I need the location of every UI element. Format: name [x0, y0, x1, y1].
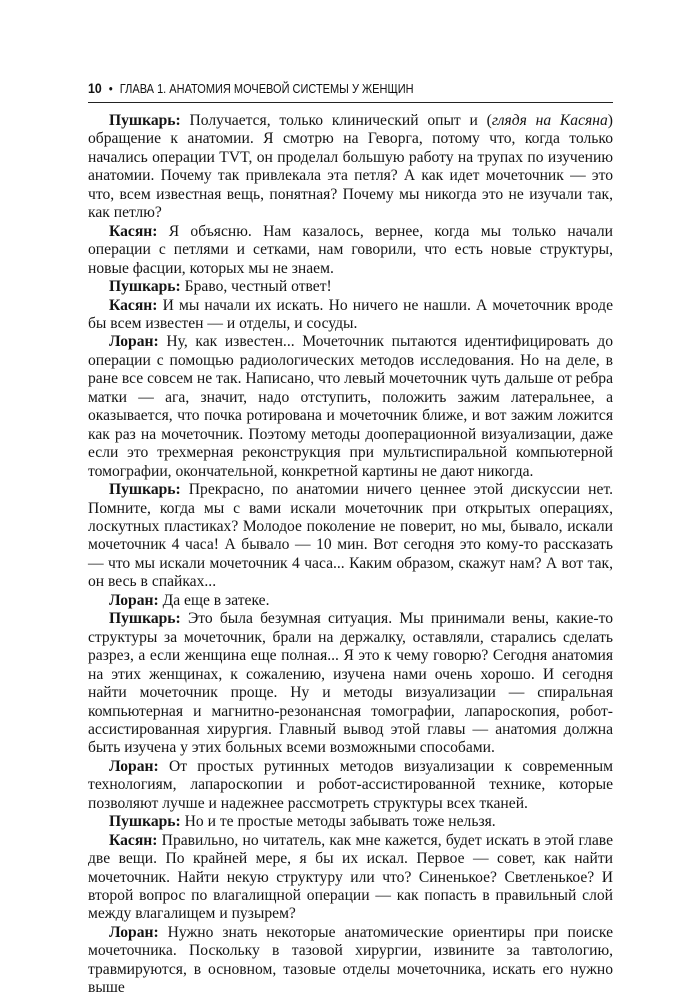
paragraph: Пушкарь: Но и те простые методы забывать тоже нельзя.: [109, 813, 496, 831]
paragraph: Лоран: Да еще в затеке.: [109, 591, 270, 609]
speaker-name: Пушкарь:: [109, 813, 181, 831]
paragraph: Касян: Я объясню. Нам казалось, вернее, когда мы только начали операции с петлями и сетками, нам говорили, что есть новые структуры, новые фасции, которых мы не знаем.: [88, 222, 613, 277]
speaker-name: Лоран:: [109, 923, 159, 941]
paragraph: Пушкарь: Прекрасно, по анатомии ничего ценнее этой дискуссии нет. Помните, когда мы с вами искали мочеточник при открытых операциях, лоскутных пластиках? Молодое поколение не поверит, но мы, бывало, искали мочеточник 4 часа! А бывало — 10 мин. Вот сегодня это кому-то рассказать — что мы искали мочеточник 4 часа... Каким образом, скажут нам? А вот так, он весь в спайках...: [88, 481, 613, 591]
speaker-name: Касян:: [109, 222, 158, 240]
speaker-name: Касян:: [109, 831, 158, 849]
header-rule: [88, 102, 613, 103]
speaker-name: Лоран:: [109, 757, 159, 775]
speaker-name: Касян:: [109, 296, 158, 314]
running-header: [88, 80, 550, 102]
bullet-separator: •: [108, 81, 113, 96]
paragraph: Лоран: Нужно знать некоторые анатомические ориентиры при поиске мочеточника. Поскольку в тазовой хирургии, извините за тавтологию, травмируются, в основном, тазовые отделы мочеточника, искать его нужно выше: [88, 923, 613, 997]
speaker-name: Пушкарь:: [109, 610, 181, 628]
dialogue-text: [88, 112, 613, 998]
page-number: 10: [88, 80, 102, 96]
paragraph: Касян: И мы начали их искать. Но ничего не нашли. А мочеточник вроде бы всем известен — и отделы, и сосуды.: [88, 296, 613, 332]
speaker-name: Пушкарь:: [109, 112, 181, 129]
chapter-title: ГЛАВА 1. АНАТОМИЯ МОЧЕВОЙ СИСТЕМЫ У ЖЕНЩИН: [119, 82, 414, 96]
speaker-name: Лоран:: [109, 333, 159, 351]
paragraph: Пушкарь: Браво, честный ответ!: [109, 278, 332, 296]
paragraph: Лоран: Ну, как известен... Мочеточник пытаются идентифицировать до операции с помощью радиологических методов исследования. Но на деле, в ране все совсем не так. Написано, что левый мочеточник чуть дальше от ребра матки — ага, значит, надо отступить, положить зажим латеральнее, а оказывается, что почка ротирована и мочеточник ближе, и вот зажим ложится как раз на мочеточник. Поэтому методы дооперационной визуализации, даже если это трехмерная реконструкция при мультиспиральной компьютерной томографии, окончательной, конкретной картины не дают никогда.: [88, 333, 613, 480]
paragraph: Пушкарь: Это была безумная ситуация. Мы принимали вены, какие-то структуры за мочеточник, брали на держалку, оставляли, старались сделать разрез, а если женщина еще полная... Я это к чему говорю? Сегодня анатомия на этих женщинах, к сожалению, изучена нами очень хорошо. И сегодня найти мочеточник проще. Ну и методы визуализации — спиральная компьютерная и магнитно-резонансная томографии, лапароскопия, робот-ассистированная хирургия. Главный вывод этой главы — анатомия должна быть изучена у этих больных всеми возможными способами.: [88, 610, 613, 757]
paragraph: Пушкарь: Получается, только клинический опыт и (глядя на Касяна) обращение к анатомии. Я смотрю на Геворга, потому что, когда только начались операции TVT, он проделал большую работу на трупах по изучению анатомии. Почему так привлекала эта петля? А как идет мочеточник — это что, всем известная вещь, понятная? Почему мы никогда это не изучали так, как петлю?: [88, 112, 613, 222]
speaker-name: Пушкарь:: [109, 278, 181, 296]
speaker-name: Пушкарь:: [109, 481, 181, 499]
speaker-name: Лоран:: [109, 591, 159, 609]
paragraph: Касян: Правильно, но читатель, как мне кажется, будет искать в этой главе две вещи. По крайней мере, я бы их искал. Первое — совет, как найти мочеточник. Найти некую структуру или что? Синенькое? Светленькое? И второй вопрос по влагалищной операции — как попасть в правильный слой между влагалищем и пузырем?: [88, 831, 613, 923]
stage-direction: глядя на Касяна: [491, 112, 608, 129]
paragraph: Лоран: От простых рутинных методов визуализации к современным технологиям, лапароскопии и робот-ассистированной технике, которые позволяют лучше и надежнее рассмотреть структуры всех тканей.: [88, 757, 613, 812]
